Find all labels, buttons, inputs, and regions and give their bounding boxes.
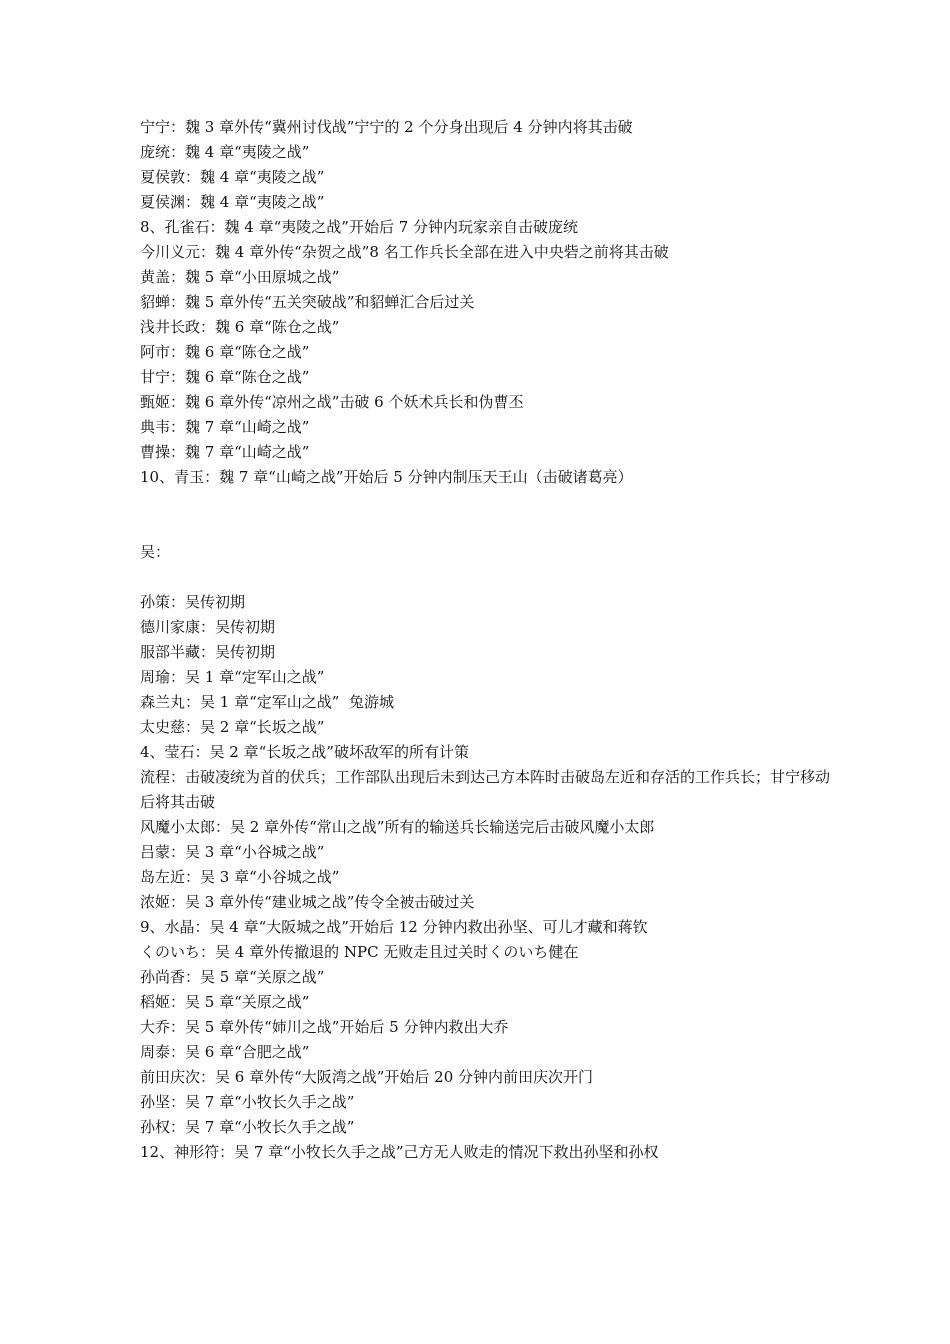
wu-line: 12、神形符：吴 7 章“小牧长久手之战”己方无人败走的情况下救出孙坚和孙权 xyxy=(140,1143,659,1161)
wei-line: 浅井长政：魏 6 章“陈仓之战” xyxy=(140,318,340,336)
wu-line: 风魔小太郎：吴 2 章外传“常山之战”所有的输送兵长输送完后击破风魔小太郎 xyxy=(140,818,655,836)
wu-section xyxy=(140,590,830,1165)
wei-line: 10、青玉：魏 7 章“山崎之战”开始后 5 分钟内制压天王山（击破诸葛亮） xyxy=(140,468,633,486)
wei-line: 夏侯敦：魏 4 章“夷陵之战” xyxy=(140,168,325,186)
wu-line: 孙权：吴 7 章“小牧长久手之战” xyxy=(140,1118,355,1136)
wei-line: 黄盖：魏 5 章“小田原城之战” xyxy=(140,268,340,286)
wu-line: 德川家康：吴传初期 xyxy=(140,618,276,636)
wei-line: 貂蝉：魏 5 章外传“五关突破战”和貂蝉汇合后过关 xyxy=(140,293,475,311)
wu-line: 孙尚香：吴 5 章“关原之战” xyxy=(140,968,325,986)
wu-line: 太史慈：吴 2 章“长坂之战” xyxy=(140,718,325,736)
wu-section-heading: 吴： xyxy=(140,543,171,561)
wu-line: 森兰丸：吴 1 章“定军山之战” 兔游城 xyxy=(140,693,394,711)
wu-line: 服部半藏：吴传初期 xyxy=(140,643,276,661)
wu-line: 稻姬：吴 5 章“关原之战” xyxy=(140,993,310,1011)
wu-line: 流程：击破凌统为首的伏兵；工作部队出现后未到达己方本阵时击破岛左近和存活的工作兵长；甘宁移动后将其击破 xyxy=(140,768,831,811)
wu-line: 前田庆次：吴 6 章外传“大阪湾之战”开始后 20 分钟内前田庆次开门 xyxy=(140,1068,594,1086)
wei-line: 典韦：魏 7 章“山崎之战” xyxy=(140,418,310,436)
wei-line: 曹操：魏 7 章“山崎之战” xyxy=(140,443,310,461)
wu-line: 孙策：吴传初期 xyxy=(140,593,246,611)
heading-gap xyxy=(140,565,830,590)
wu-line: 吕蒙：吴 3 章“小谷城之战” xyxy=(140,843,325,861)
wu-line: 孙坚：吴 7 章“小牧长久手之战” xyxy=(140,1093,355,1111)
wei-line: 甄姬：魏 6 章外传“凉州之战”击破 6 个妖术兵长和伪曹丕 xyxy=(140,393,524,411)
wei-line: 今川义元：魏 4 章外传“杂贺之战”8 名工作兵长全部在进入中央砦之前将其击破 xyxy=(140,243,669,261)
wei-line: 8、孔雀石：魏 4 章“夷陵之战”开始后 7 分钟内玩家亲自击破庞统 xyxy=(140,218,579,236)
wu-line: 4、莹石：吴 2 章“长坂之战”破坏敌军的所有计策 xyxy=(140,743,469,761)
wei-section xyxy=(140,115,830,490)
wu-line: 岛左近：吴 3 章“小谷城之战” xyxy=(140,868,340,886)
wei-line: 庞统：魏 4 章“夷陵之战” xyxy=(140,143,310,161)
wu-line: 大乔：吴 5 章外传“姉川之战”开始后 5 分钟内救出大乔 xyxy=(140,1018,509,1036)
section-gap xyxy=(140,490,830,540)
document-body xyxy=(140,115,830,1165)
wei-line: 阿市：魏 6 章“陈仓之战” xyxy=(140,343,310,361)
wu-line: くのいち：吴 4 章外传撤退的 NPC 无败走且过关时くのいち健在 xyxy=(140,943,579,961)
wei-line: 宁宁：魏 3 章外传“冀州讨伐战”宁宁的 2 个分身出现后 4 分钟内将其击破 xyxy=(140,118,633,136)
wu-line: 周泰：吴 6 章“合肥之战” xyxy=(140,1043,310,1061)
wei-line: 甘宁：魏 6 章“陈仓之战” xyxy=(140,368,310,386)
wu-line: 9、水晶：吴 4 章“大阪城之战”开始后 12 分钟内救出孙坚、可儿才藏和蒋钦 xyxy=(140,918,648,936)
wu-line: 周瑜：吴 1 章“定军山之战” xyxy=(140,668,325,686)
wei-line: 夏侯渊：魏 4 章“夷陵之战” xyxy=(140,193,325,211)
wu-line: 浓姬：吴 3 章外传“建业城之战”传令全被击破过关 xyxy=(140,893,475,911)
